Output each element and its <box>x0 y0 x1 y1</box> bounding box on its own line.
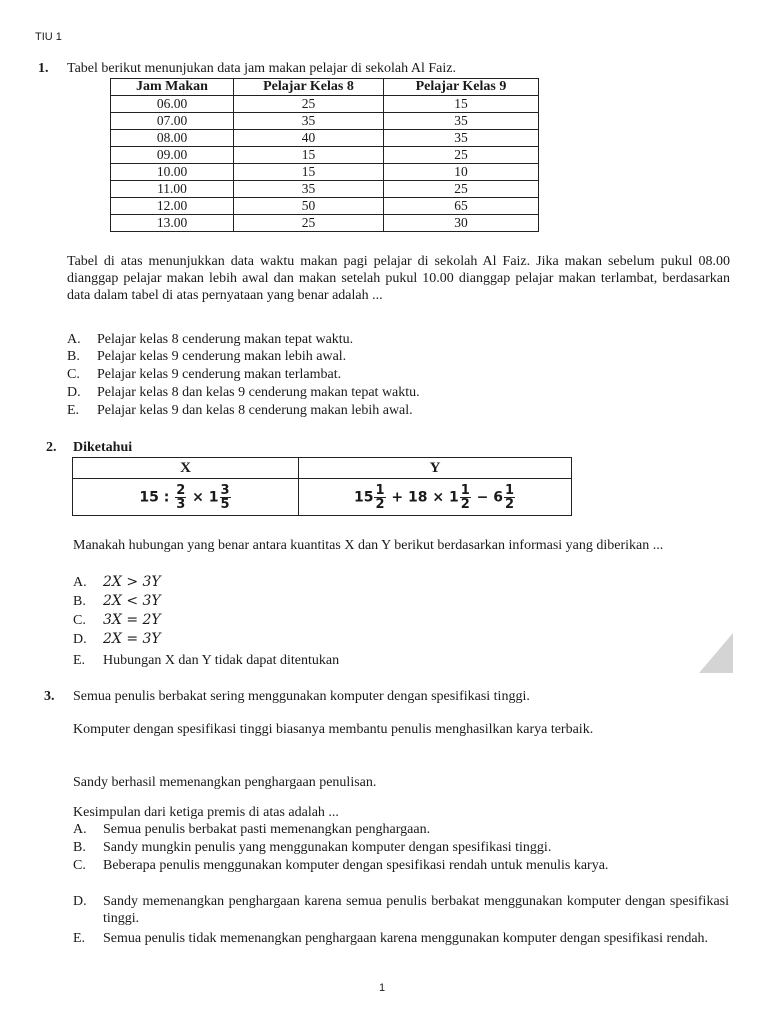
table-cell: 30 <box>384 215 539 232</box>
option-text: Beberapa penulis menggunakan komputer dengan spesifikasi rendah untuk menulis karya. <box>103 858 609 873</box>
question-3-option-c[interactable] <box>73 857 733 874</box>
question-2-option-b[interactable] <box>73 593 161 610</box>
x-expression <box>73 479 299 516</box>
column-header-y: Y <box>299 458 572 479</box>
denominator: 3 <box>176 496 186 512</box>
option-letter: D. <box>67 385 81 400</box>
table-cell: 65 <box>384 198 539 215</box>
denominator: 2 <box>504 496 515 512</box>
option-letter: A. <box>67 332 81 347</box>
option-letter: A. <box>73 575 87 590</box>
option-letter: C. <box>73 613 86 628</box>
y-operator: − 6 <box>476 489 503 505</box>
table-header-row <box>111 79 539 96</box>
denominator: 5 <box>220 496 230 512</box>
table-row <box>111 215 539 232</box>
table-cell: 11.00 <box>111 181 234 198</box>
table-cell: 13.00 <box>111 215 234 232</box>
question-3-option-d[interactable] <box>73 893 733 927</box>
option-text: 2X > 3Y <box>103 574 161 590</box>
page-header: TIU 1 <box>35 31 62 43</box>
table-cell: 35 <box>384 130 539 147</box>
page-number: 1 <box>379 982 386 994</box>
option-text: Pelajar kelas 9 cenderung makan lebih awal. <box>97 349 347 364</box>
table-row <box>111 113 539 130</box>
question-2 <box>46 439 57 456</box>
fraction <box>175 484 186 511</box>
question-3-prompt: Kesimpulan dari ketiga premis di atas adalah ... <box>73 805 339 820</box>
premise-2: Komputer dengan spesifikasi tinggi biasanya membantu penulis menghasilkan karya terbaik. <box>73 722 594 737</box>
numerator: 1 <box>375 482 385 498</box>
fraction <box>460 484 471 511</box>
table-row <box>111 198 539 215</box>
option-letter: A. <box>73 822 87 837</box>
table-cell: 07.00 <box>111 113 234 130</box>
denominator: 2 <box>375 496 385 512</box>
table-cell: 10.00 <box>111 164 234 181</box>
table-cell: 25 <box>234 215 384 232</box>
option-letter: E. <box>73 931 86 946</box>
question-1-option-e[interactable] <box>67 402 413 419</box>
xy-table <box>72 457 572 516</box>
table-cell: 50 <box>234 198 384 215</box>
option-text: Semua penulis tidak memenangkan penghargaan karena menggunakan komputer dengan spesifikasi rendah. <box>103 931 709 946</box>
column-header-x: X <box>73 458 299 479</box>
option-text: Hubungan X dan Y tidak dapat ditentukan <box>103 653 340 668</box>
table-cell: 09.00 <box>111 147 234 164</box>
table-cell: 35 <box>384 113 539 130</box>
table-cell: 15 <box>384 96 539 113</box>
table-row <box>111 147 539 164</box>
fraction <box>220 484 231 511</box>
option-letter: D. <box>73 632 87 647</box>
option-text: Pelajar kelas 8 cenderung makan tepat waktu. <box>97 332 354 347</box>
table-row <box>111 130 539 147</box>
question-2-body: Manakah hubungan yang benar antara kuantitas X dan Y berikut berdasarkan informasi yang diberikan ... <box>73 538 664 553</box>
premise-1: Semua penulis berbakat sering menggunakan komputer dengan spesifikasi tinggi. <box>73 689 530 704</box>
option-letter: E. <box>73 653 86 668</box>
y-expression <box>299 479 572 516</box>
column-header-time: Jam Makan <box>111 79 234 96</box>
fraction <box>374 484 385 511</box>
table-cell: 08.00 <box>111 130 234 147</box>
table-cell: 25 <box>234 96 384 113</box>
table-row <box>111 164 539 181</box>
question-1-body: Tabel di atas menunjukkan data waktu makan pagi pelajar di sekolah Al Faiz. Jika makan sebelum pukul 08.00 dianggap pelajar makan lebih awal dan makan setelah pukul 10.00 dianggap pelajar makan terlambat, berdasarkan data dalam tabel di atas pernyataan yang benar adalah ... <box>67 254 730 303</box>
question-1-intro: Tabel berikut menunjukan data jam makan pelajar di sekolah Al Faiz. <box>67 61 456 76</box>
column-header-class9: Pelajar Kelas 9 <box>384 79 539 96</box>
option-letter: C. <box>67 367 80 382</box>
numerator: 2 <box>176 482 186 498</box>
numerator: 1 <box>504 482 515 498</box>
x-term: 15 : <box>139 489 170 505</box>
option-letter: B. <box>67 349 80 364</box>
table-cell: 40 <box>234 130 384 147</box>
table-cell: 35 <box>234 181 384 198</box>
option-text: 2X = 3Y <box>103 631 161 647</box>
y-term: 15 <box>353 489 374 505</box>
page-corner-decoration <box>699 633 733 673</box>
question-2-option-e[interactable] <box>73 652 339 669</box>
option-letter: B. <box>73 594 86 609</box>
option-text: Sandy mungkin penulis yang menggunakan komputer dengan spesifikasi tinggi. <box>103 840 552 855</box>
xy-value-row <box>73 479 572 516</box>
denominator: 2 <box>460 496 470 512</box>
table-row <box>111 181 539 198</box>
question-2-intro: Diketahui <box>73 440 133 455</box>
option-letter: B. <box>73 840 86 855</box>
table-cell: 15 <box>234 164 384 181</box>
question-1-option-b[interactable] <box>67 348 346 365</box>
table-cell: 15 <box>234 147 384 164</box>
option-text: 3X = 2Y <box>103 612 161 628</box>
numerator: 1 <box>460 482 470 498</box>
question-1-number: 1. <box>38 61 49 76</box>
numerator: 3 <box>220 482 230 498</box>
table-cell: 25 <box>384 181 539 198</box>
question-2-number: 2. <box>46 440 57 455</box>
table-cell: 06.00 <box>111 96 234 113</box>
option-text: Pelajar kelas 9 dan kelas 8 cenderung makan lebih awal. <box>97 403 413 418</box>
table-cell: 25 <box>384 147 539 164</box>
table-cell: 10 <box>384 164 539 181</box>
question-3 <box>44 688 55 705</box>
question-1 <box>38 60 49 77</box>
xy-header-row <box>73 458 572 479</box>
option-letter: D. <box>73 894 87 909</box>
table-cell: 35 <box>234 113 384 130</box>
fraction <box>504 484 515 511</box>
question-1-option-c[interactable] <box>67 366 341 383</box>
meal-time-table <box>110 78 539 232</box>
option-text: Pelajar kelas 9 cenderung makan terlambat. <box>97 367 342 382</box>
option-text: Pelajar kelas 8 dan kelas 9 cenderung makan tepat waktu. <box>97 385 420 400</box>
question-3-number: 3. <box>44 689 55 704</box>
x-operator: × 1 <box>192 489 219 505</box>
option-letter: E. <box>67 403 80 418</box>
y-operator: + 18 × 1 <box>391 489 459 505</box>
question-1-option-d[interactable] <box>67 384 420 401</box>
question-1-option-a[interactable] <box>67 331 353 348</box>
option-text: 2X < 3Y <box>103 593 161 609</box>
table-cell: 12.00 <box>111 198 234 215</box>
premise-3: Sandy berhasil memenangkan penghargaan penulisan. <box>73 775 377 790</box>
option-text: Semua penulis berbakat pasti memenangkan penghargaan. <box>103 822 431 837</box>
option-text: Sandy memenangkan penghargaan karena semua penulis berbakat menggunakan komputer dengan spesifikasi tinggi. <box>103 894 729 926</box>
question-2-option-c[interactable] <box>73 612 161 629</box>
question-3-option-a[interactable] <box>73 821 733 838</box>
column-header-class8: Pelajar Kelas 8 <box>234 79 384 96</box>
question-2-option-d[interactable] <box>73 631 161 648</box>
question-3-option-e[interactable] <box>73 930 733 947</box>
question-3-option-b[interactable] <box>73 839 733 856</box>
question-2-option-a[interactable] <box>73 574 161 591</box>
option-letter: C. <box>73 858 86 873</box>
table-row <box>111 96 539 113</box>
